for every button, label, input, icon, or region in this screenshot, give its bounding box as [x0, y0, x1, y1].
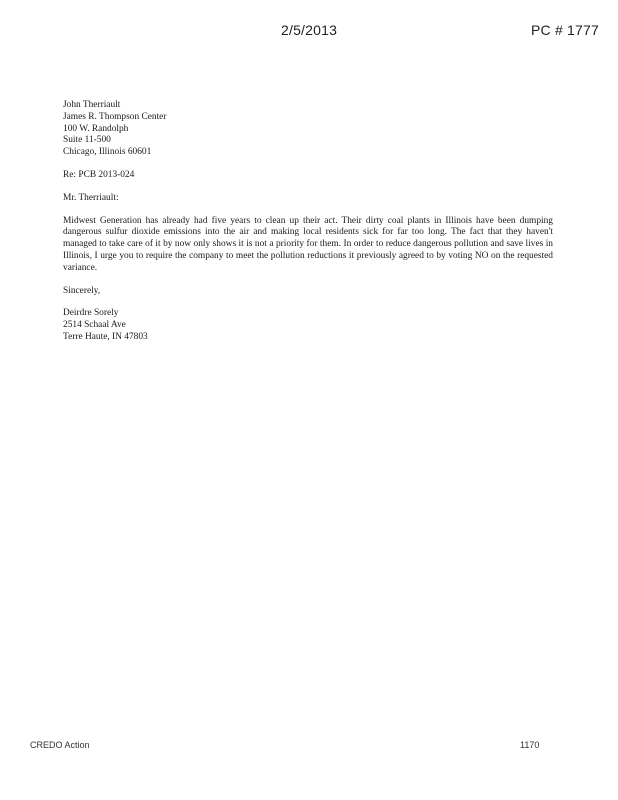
sender-address	[63, 308, 553, 343]
recipient-name: John Therriault	[63, 100, 121, 110]
closing: Sincerely,	[63, 285, 101, 296]
footer-source: CREDO Action	[30, 740, 90, 750]
pc-number: PC # 1777	[531, 22, 599, 38]
recipient-org: James R. Thompson Center	[63, 111, 167, 122]
sender-name: Deirdre Sorely	[63, 308, 119, 319]
recipient-address	[63, 100, 553, 159]
recipient-city: Chicago, Illinois 60601	[63, 147, 152, 158]
recipient-suite: Suite 11-500	[63, 135, 111, 146]
recipient-street: 100 W. Randolph	[63, 123, 129, 134]
sender-city: Terre Haute, IN 47803	[63, 331, 148, 342]
letter	[63, 100, 553, 344]
letter-body: Midwest Generation has already had five years to clean up their act. Their dirty coal plants in Illinois have been dumping dangerous sulfur dioxide emissions into the air and making local residents sick for far too long. The fact that they haven't managed to take care of it by now only shows it is not a priority for them. In order to reduce dangerous pollution and save lives in Illinois, I urge you to require the company to meet the pollution reductions it previously agreed to by voting NO on the requested variance.	[63, 215, 553, 273]
footer-page-number: 1170	[520, 740, 540, 750]
sender-street: 2514 Schaal Ave	[63, 320, 126, 331]
salutation: Mr. Therriault:	[63, 192, 119, 203]
subject-line: Re: PCB 2013-024	[63, 169, 135, 180]
document-date: 2/5/2013	[281, 22, 338, 38]
